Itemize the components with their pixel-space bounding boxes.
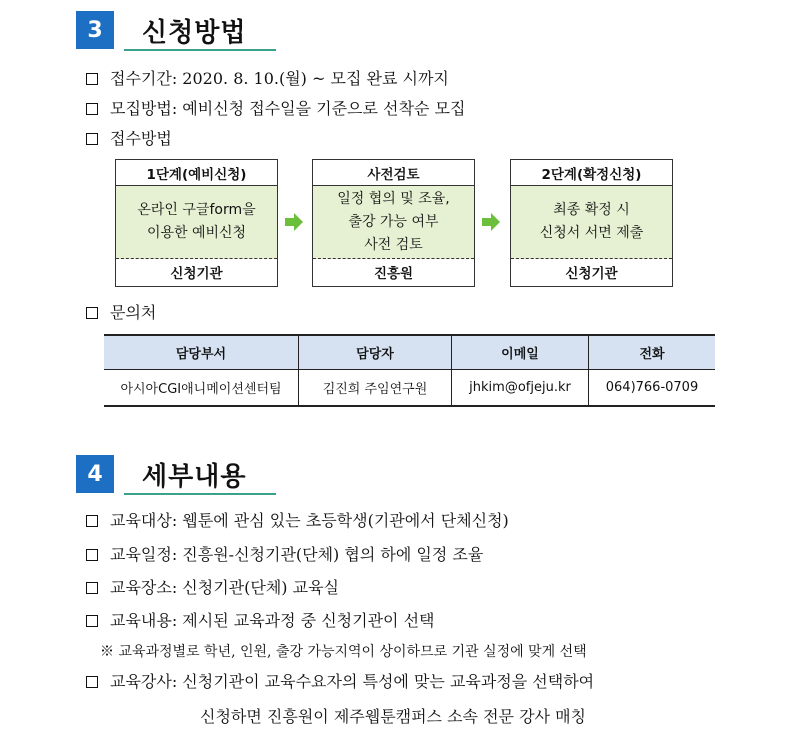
bullet-text: 교육대상: 웹툰에 관심 있는 초등학생(기관에서 단체신청) (110, 511, 509, 530)
table-cell: jhkim@ofjeju.kr (452, 370, 589, 407)
square-bullet-icon (86, 73, 98, 85)
stage-1-box (115, 159, 278, 287)
stage-3-head: 2단계(확정신청) (511, 160, 672, 186)
bullet-edu-target (86, 508, 509, 531)
table-header-cell: 담당부서 (104, 335, 299, 370)
bullet-edu-content (86, 608, 435, 631)
bullet-text: 접수기간: 2020. 8. 10.(월) ~ 모집 완료 시까지 (110, 69, 449, 88)
note-text: ※ 교육과정별로 학년, 인원, 출강 가능지역이 상이하므로 기관 실정에 맞게 선택 (100, 644, 587, 660)
bullet-application-period (86, 66, 449, 89)
square-bullet-icon (86, 133, 98, 145)
stage-2-body-line: 사전 검토 (364, 236, 423, 253)
bullet-edu-instructor (86, 669, 594, 692)
table-header-cell: 담당자 (299, 335, 452, 370)
stage-3-foot: 신청기관 (565, 266, 618, 282)
stage-2-foot: 진흥원 (373, 266, 414, 282)
table-header-cell: 이메일 (452, 335, 589, 370)
stage-1-body (116, 186, 277, 259)
bullet-text: 교육장소: 신청기관(단체) 교육실 (110, 578, 339, 597)
section-3-underline (124, 49, 276, 51)
section-3-title: 신청방법 (142, 18, 247, 48)
stage-1-foot: 신청기관 (170, 266, 223, 282)
bullet-application-method (86, 126, 172, 149)
stage-1-head: 1단계(예비신청) (116, 160, 277, 186)
table-cell: 김진희 주임연구원 (299, 370, 452, 407)
right-arrow-icon (285, 212, 305, 232)
square-bullet-icon (86, 676, 98, 688)
section-4-number-badge: 4 (76, 455, 114, 493)
bullet-text: 문의처 (110, 303, 157, 322)
stage-2-box (312, 159, 475, 287)
bullet-text: 접수방법 (110, 129, 172, 148)
bullet-text: 교육일정: 진흥원-신청기관(단체) 협의 하에 일정 조율 (110, 545, 484, 564)
square-bullet-icon (86, 615, 98, 627)
bullet-text: 교육강사: 신청기관이 교육수요자의 특성에 맞는 교육과정을 선택하여 (110, 672, 595, 691)
square-bullet-icon (86, 582, 98, 594)
bullet-edu-instructor-continued: 신청하면 진흥원이 제주웹툰캠퍼스 소속 전문 강사 매칭 (200, 707, 587, 726)
square-bullet-icon (86, 307, 98, 319)
table-cell: 064)766-0709 (589, 370, 716, 407)
table-header-row (104, 335, 715, 370)
section-4-title: 세부내용 (142, 462, 247, 492)
stage-1-body-line: 온라인 구글form을 (137, 202, 256, 218)
right-arrow-icon (482, 212, 502, 232)
stage-1-body-line: 이용한 예비신청 (146, 225, 247, 241)
square-bullet-icon (86, 103, 98, 115)
bullet-edu-place (86, 575, 339, 598)
table-header-cell: 전화 (589, 335, 716, 370)
stage-3-box (510, 159, 673, 287)
bullet-recruit-method (86, 96, 465, 119)
bullet-text: 모집방법: 예비신청 접수일을 기준으로 선착순 모집 (110, 99, 466, 118)
stage-3-body-line: 신청서 서면 제출 (539, 225, 644, 241)
table-cell: 아시아CGI애니메이션센터팀 (104, 370, 299, 407)
stage-3-body-line: 최종 확정 시 (553, 202, 630, 218)
stage-2-body-line: 출강 가능 여부 (348, 213, 439, 230)
stage-2-head: 사전검토 (313, 160, 474, 186)
section-4-underline (124, 493, 276, 495)
square-bullet-icon (86, 515, 98, 527)
table-row (104, 370, 715, 407)
stage-2-body-line: 일정 협의 및 조율, (337, 190, 450, 207)
stage-3-body (511, 186, 672, 259)
bullet-text: 교육내용: 제시된 교육과정 중 신청기관이 선택 (110, 611, 435, 630)
section-3-number-badge: 3 (76, 11, 114, 49)
square-bullet-icon (86, 549, 98, 561)
contact-table (104, 334, 715, 407)
stage-2-body (313, 186, 474, 259)
bullet-edu-schedule (86, 542, 483, 565)
bullet-contact (86, 300, 156, 323)
